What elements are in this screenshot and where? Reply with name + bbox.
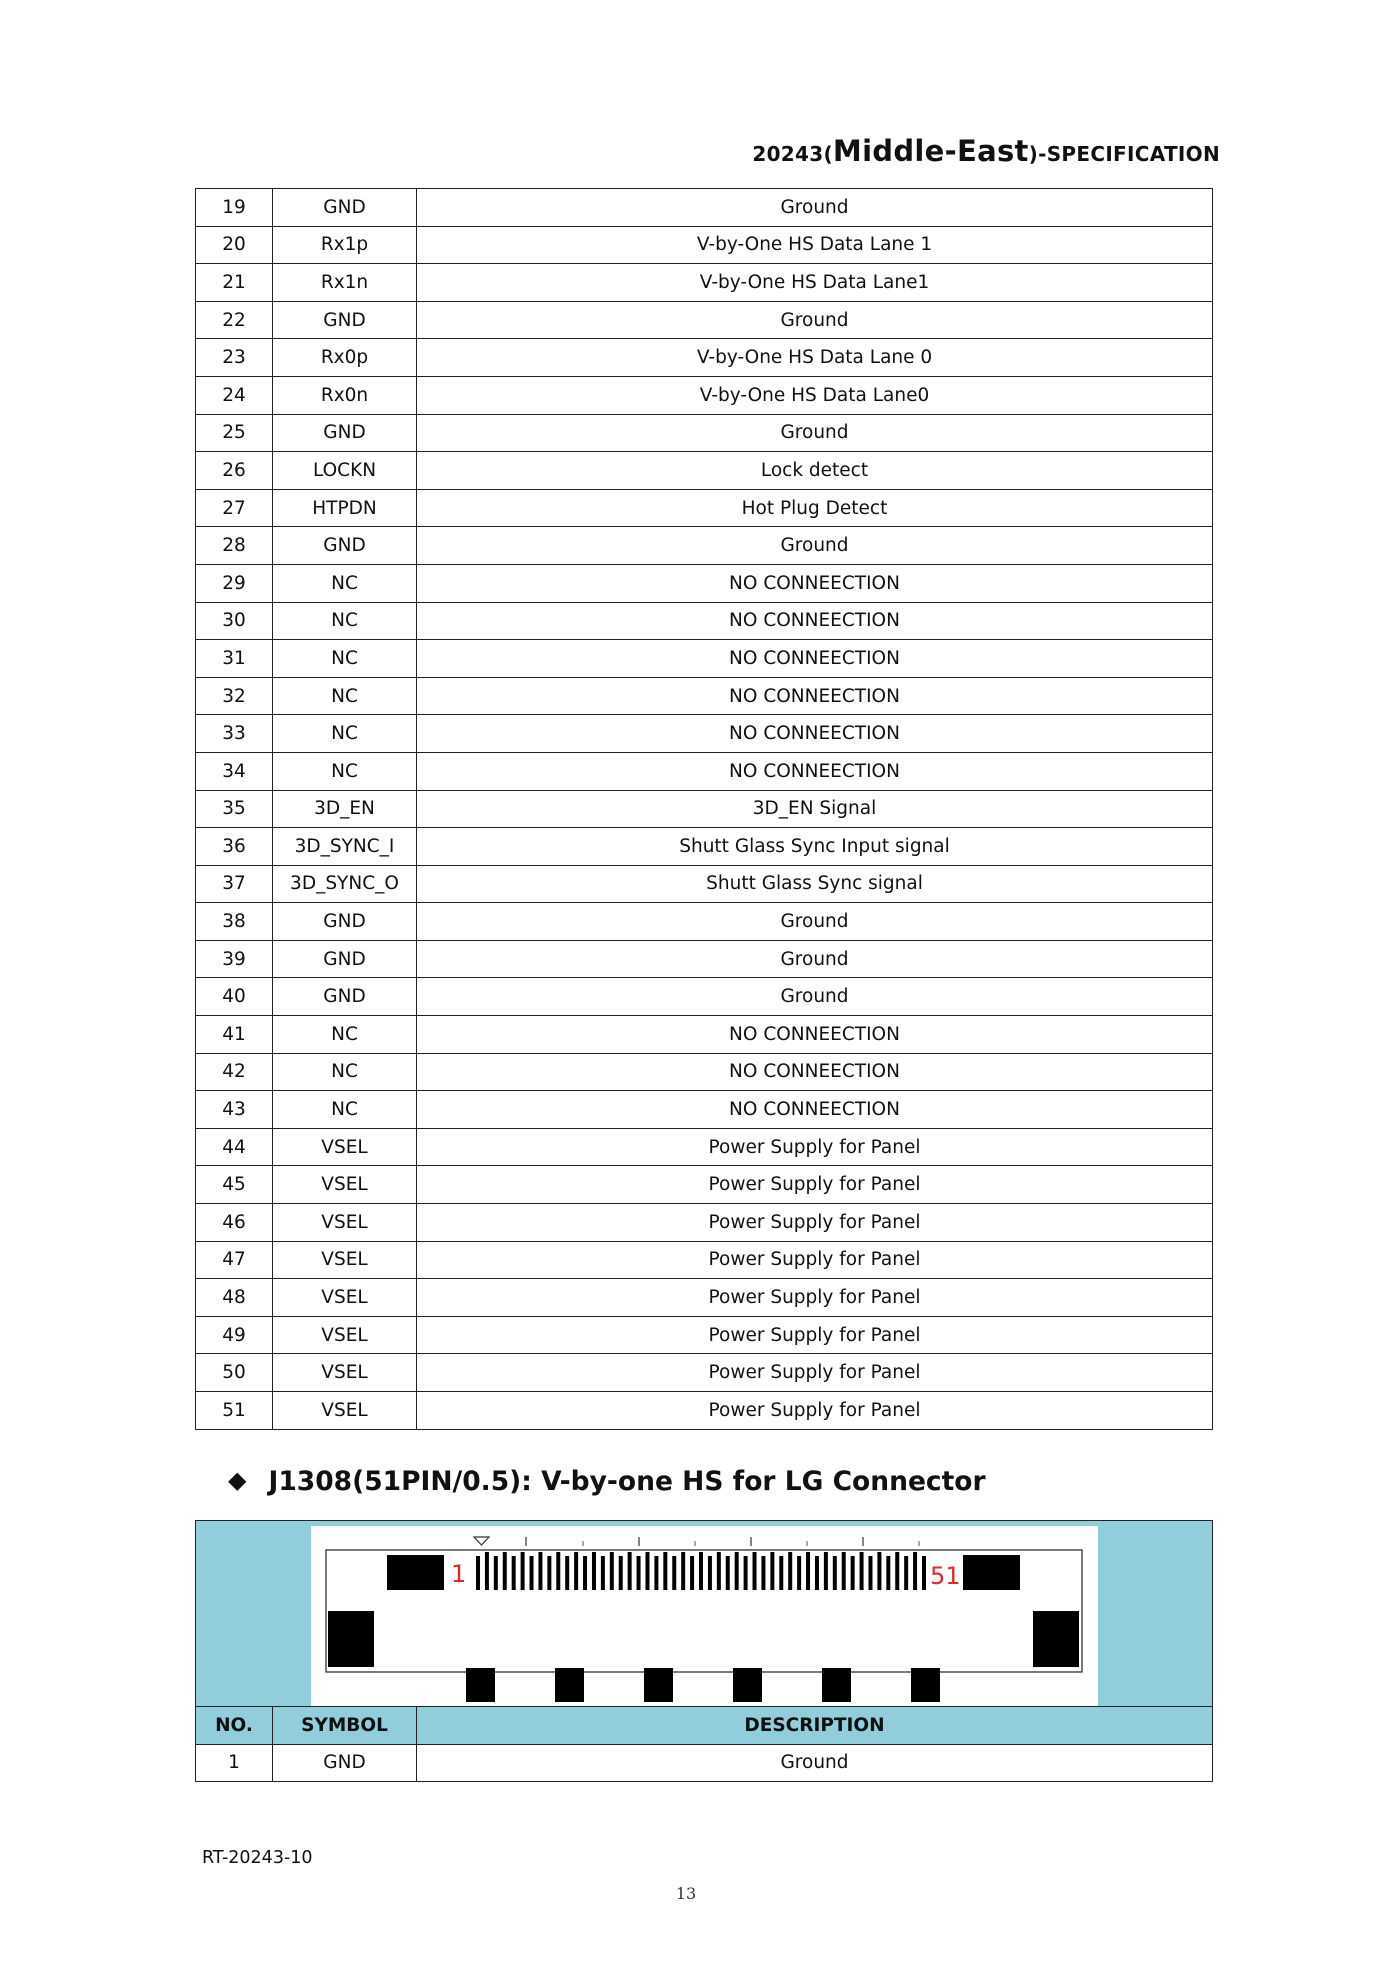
connector-pin	[503, 1552, 507, 1590]
cell-description: Ground	[417, 301, 1213, 339]
cell-no: 42	[196, 1053, 273, 1091]
connector-pin	[485, 1552, 489, 1590]
connector-pin	[610, 1552, 614, 1590]
table-row	[196, 376, 1213, 414]
cell-symbol: Rx1p	[273, 226, 417, 264]
connector-pin	[833, 1556, 837, 1590]
table-row	[196, 828, 1213, 866]
connector-pin	[512, 1556, 516, 1590]
cell-description: Shutt Glass Sync signal	[417, 865, 1213, 903]
cell-no: 33	[196, 715, 273, 753]
table-row	[196, 752, 1213, 790]
table-row	[196, 1316, 1213, 1354]
cell-symbol: 3D_SYNC_O	[273, 865, 417, 903]
cell-description: NO CONNEECTION	[417, 1016, 1213, 1054]
cell-no: 21	[196, 264, 273, 302]
table-row	[196, 715, 1213, 753]
table-row	[196, 640, 1213, 678]
connector-pin	[761, 1556, 765, 1590]
page-number: 13	[675, 1884, 697, 1903]
cell-description: Power Supply for Panel	[417, 1392, 1213, 1430]
connector-table-header	[196, 1707, 1213, 1745]
left-mount-tab	[328, 1611, 374, 1667]
cell-description: Ground	[417, 940, 1213, 978]
connector-pin	[565, 1556, 569, 1590]
connector-pin	[654, 1556, 658, 1590]
cell-no: 36	[196, 828, 273, 866]
table-row	[196, 1744, 1213, 1782]
table-row	[196, 1128, 1213, 1166]
cell-symbol: 3D_EN	[273, 790, 417, 828]
cell-symbol: HTPDN	[273, 489, 417, 527]
cell-description: Power Supply for Panel	[417, 1166, 1213, 1204]
connector-pin	[681, 1552, 685, 1590]
connector-pin	[904, 1556, 908, 1590]
connector-pin	[547, 1556, 551, 1590]
table-row	[196, 903, 1213, 941]
last-pin-label: 51	[930, 1562, 961, 1590]
table-row	[196, 527, 1213, 565]
cell-symbol: NC	[273, 602, 417, 640]
cell-symbol: GND	[273, 414, 417, 452]
cell-no: 30	[196, 602, 273, 640]
connector-pin	[770, 1552, 774, 1590]
table-row	[196, 1016, 1213, 1054]
cell-symbol: NC	[273, 564, 417, 602]
table-row	[196, 564, 1213, 602]
cell-description: Power Supply for Panel	[417, 1204, 1213, 1242]
cell-description: Lock detect	[417, 452, 1213, 490]
cell-no: 40	[196, 978, 273, 1016]
connector-pin	[645, 1552, 649, 1590]
cell-no: 44	[196, 1128, 273, 1166]
cell-no: 23	[196, 339, 273, 377]
connector-pin	[735, 1552, 739, 1590]
connector-pin	[708, 1556, 712, 1590]
connector-pin	[556, 1552, 560, 1590]
cell-no: 20	[196, 226, 273, 264]
section-title	[228, 1466, 986, 1497]
cell-no: 38	[196, 903, 273, 941]
diamond-bullet-icon: ◆	[228, 1466, 247, 1494]
connector-pin	[476, 1556, 480, 1590]
first-pin-label: 1	[451, 1560, 467, 1588]
cell-description: NO CONNEECTION	[417, 1053, 1213, 1091]
cell-no: 26	[196, 452, 273, 490]
table-row	[196, 189, 1213, 227]
bottom-pad	[466, 1668, 495, 1702]
connector-pin	[717, 1552, 721, 1590]
cell-description: Ground	[417, 903, 1213, 941]
connector-pin	[913, 1552, 917, 1590]
connector-pin	[601, 1556, 605, 1590]
connector-pin	[726, 1556, 730, 1590]
cell-no: 50	[196, 1354, 273, 1392]
connector-pin	[886, 1556, 890, 1590]
header-region: Middle-East	[832, 134, 1029, 168]
cell-description: Ground	[417, 1744, 1213, 1782]
cell-no: 28	[196, 527, 273, 565]
cell-description: Ground	[417, 414, 1213, 452]
connector-pin	[806, 1552, 810, 1590]
cell-symbol: NC	[273, 715, 417, 753]
cell-no: 31	[196, 640, 273, 678]
cell-symbol: GND	[273, 903, 417, 941]
cell-symbol: Rx0n	[273, 376, 417, 414]
cell-description: NO CONNEECTION	[417, 752, 1213, 790]
table-row	[196, 1091, 1213, 1129]
cell-symbol: LOCKN	[273, 452, 417, 490]
header-suffix: )-SPECIFICATION	[1028, 142, 1220, 166]
cell-no: 37	[196, 865, 273, 903]
table-row	[196, 1241, 1213, 1279]
cell-description: 3D_EN Signal	[417, 790, 1213, 828]
cell-symbol: VSEL	[273, 1166, 417, 1204]
cell-description: NO CONNEECTION	[417, 602, 1213, 640]
connector-pin	[637, 1556, 641, 1590]
header-prefix: 20243(	[752, 142, 833, 166]
cell-symbol: VSEL	[273, 1128, 417, 1166]
table-row	[196, 602, 1213, 640]
cell-symbol: NC	[273, 752, 417, 790]
connector-diagram-frame	[195, 1520, 1213, 1706]
cell-no: 45	[196, 1166, 273, 1204]
connector-pin	[797, 1556, 801, 1590]
cell-no: 51	[196, 1392, 273, 1430]
right-mount-tab	[1033, 1611, 1079, 1667]
table-row	[196, 1279, 1213, 1317]
page-header	[752, 134, 1220, 168]
cell-no: 48	[196, 1279, 273, 1317]
cell-symbol: Rx0p	[273, 339, 417, 377]
cell-no: 32	[196, 677, 273, 715]
cell-no: 49	[196, 1316, 273, 1354]
cell-description: Power Supply for Panel	[417, 1128, 1213, 1166]
cell-symbol: VSEL	[273, 1392, 417, 1430]
bottom-pad	[911, 1668, 940, 1702]
cell-no: 1	[196, 1744, 273, 1782]
table-row	[196, 414, 1213, 452]
cell-symbol: GND	[273, 940, 417, 978]
bottom-pad	[644, 1668, 673, 1702]
connector-pin	[744, 1556, 748, 1590]
cell-description: NO CONNEECTION	[417, 677, 1213, 715]
connector-pin-table	[195, 1706, 1213, 1782]
table-row	[196, 978, 1213, 1016]
cell-description: Ground	[417, 527, 1213, 565]
connector-pin	[619, 1556, 623, 1590]
table-row	[196, 1166, 1213, 1204]
cell-description: NO CONNEECTION	[417, 640, 1213, 678]
connector-pin	[842, 1552, 846, 1590]
cell-symbol: NC	[273, 1053, 417, 1091]
cell-symbol: VSEL	[273, 1279, 417, 1317]
cell-symbol: VSEL	[273, 1354, 417, 1392]
connector-pin	[672, 1556, 676, 1590]
cell-no: 47	[196, 1241, 273, 1279]
cell-description: NO CONNEECTION	[417, 715, 1213, 753]
table-row	[196, 1392, 1213, 1430]
cell-no: 39	[196, 940, 273, 978]
connector-pin	[628, 1552, 632, 1590]
cell-description: Hot Plug Detect	[417, 489, 1213, 527]
right-top-terminal	[963, 1555, 1020, 1590]
cell-symbol: GND	[273, 1744, 417, 1782]
left-top-terminal	[387, 1555, 444, 1590]
cell-description: Power Supply for Panel	[417, 1241, 1213, 1279]
cell-symbol: GND	[273, 978, 417, 1016]
cell-description: NO CONNEECTION	[417, 564, 1213, 602]
cell-description: V-by-One HS Data Lane 0	[417, 339, 1213, 377]
table-row	[196, 790, 1213, 828]
connector-pin	[530, 1556, 534, 1590]
header-no: NO.	[196, 1707, 273, 1745]
document-code: RT-20243-10	[202, 1848, 313, 1868]
pin-table	[195, 188, 1213, 1430]
pin1-marker-icon	[474, 1537, 489, 1545]
table-row	[196, 677, 1213, 715]
bottom-pad	[555, 1668, 584, 1702]
connector-pin	[895, 1552, 899, 1590]
cell-description: Power Supply for Panel	[417, 1354, 1213, 1392]
cell-symbol: VSEL	[273, 1204, 417, 1242]
cell-symbol: NC	[273, 677, 417, 715]
section-title-text: J1308(51PIN/0.5): V-by-one HS for LG Connector	[268, 1466, 986, 1497]
cell-no: 19	[196, 189, 273, 227]
table-row	[196, 301, 1213, 339]
cell-description: Ground	[417, 189, 1213, 227]
cell-description: NO CONNEECTION	[417, 1091, 1213, 1129]
connector-pin	[521, 1552, 525, 1590]
connector-pin	[583, 1556, 587, 1590]
pin-strip-group	[476, 1552, 926, 1590]
cell-no: 22	[196, 301, 273, 339]
table-row	[196, 264, 1213, 302]
cell-symbol: GND	[273, 301, 417, 339]
cell-description: V-by-One HS Data Lane1	[417, 264, 1213, 302]
table-row	[196, 865, 1213, 903]
cell-no: 46	[196, 1204, 273, 1242]
connector-pin	[851, 1556, 855, 1590]
table-row	[196, 1053, 1213, 1091]
connector-pin	[663, 1552, 667, 1590]
header-symbol: SYMBOL	[273, 1707, 417, 1745]
connector-pin	[699, 1552, 703, 1590]
connector-pin	[868, 1556, 872, 1590]
connector-pin	[788, 1552, 792, 1590]
table-row	[196, 1204, 1213, 1242]
connector-pin	[815, 1556, 819, 1590]
table-row	[196, 339, 1213, 377]
connector-pin	[592, 1552, 596, 1590]
table-row	[196, 452, 1213, 490]
cell-description: Power Supply for Panel	[417, 1279, 1213, 1317]
connector-pin	[690, 1556, 694, 1590]
connector-pin	[824, 1552, 828, 1590]
cell-symbol: Rx1n	[273, 264, 417, 302]
header-description: DESCRIPTION	[417, 1707, 1213, 1745]
connector-pin	[494, 1556, 498, 1590]
bottom-pad	[822, 1668, 851, 1702]
table-row	[196, 1354, 1213, 1392]
cell-symbol: VSEL	[273, 1241, 417, 1279]
connector-pin	[753, 1552, 757, 1590]
cell-description: Ground	[417, 978, 1213, 1016]
cell-symbol: NC	[273, 1091, 417, 1129]
cell-description: Power Supply for Panel	[417, 1316, 1213, 1354]
cell-symbol: 3D_SYNC_I	[273, 828, 417, 866]
connector-pin	[877, 1552, 881, 1590]
cell-no: 43	[196, 1091, 273, 1129]
cell-no: 34	[196, 752, 273, 790]
table-row	[196, 489, 1213, 527]
connector-pin	[860, 1552, 864, 1590]
cell-description: Shutt Glass Sync Input signal	[417, 828, 1213, 866]
cell-no: 29	[196, 564, 273, 602]
cell-no: 35	[196, 790, 273, 828]
cell-no: 24	[196, 376, 273, 414]
cell-no: 27	[196, 489, 273, 527]
cell-no: 25	[196, 414, 273, 452]
cell-symbol: NC	[273, 640, 417, 678]
connector-pin	[779, 1556, 783, 1590]
connector-drawing	[311, 1526, 1098, 1706]
connector-diagram	[311, 1526, 1098, 1706]
cell-description: V-by-One HS Data Lane0	[417, 376, 1213, 414]
connector-pin	[538, 1552, 542, 1590]
cell-description: V-by-One HS Data Lane 1	[417, 226, 1213, 264]
table-row	[196, 940, 1213, 978]
table-row	[196, 226, 1213, 264]
cell-symbol: VSEL	[273, 1316, 417, 1354]
cell-symbol: NC	[273, 1016, 417, 1054]
cell-symbol: GND	[273, 527, 417, 565]
bottom-pad	[733, 1668, 762, 1702]
cell-symbol: GND	[273, 189, 417, 227]
connector-pin	[574, 1552, 578, 1590]
connector-pin	[922, 1556, 926, 1590]
cell-no: 41	[196, 1016, 273, 1054]
